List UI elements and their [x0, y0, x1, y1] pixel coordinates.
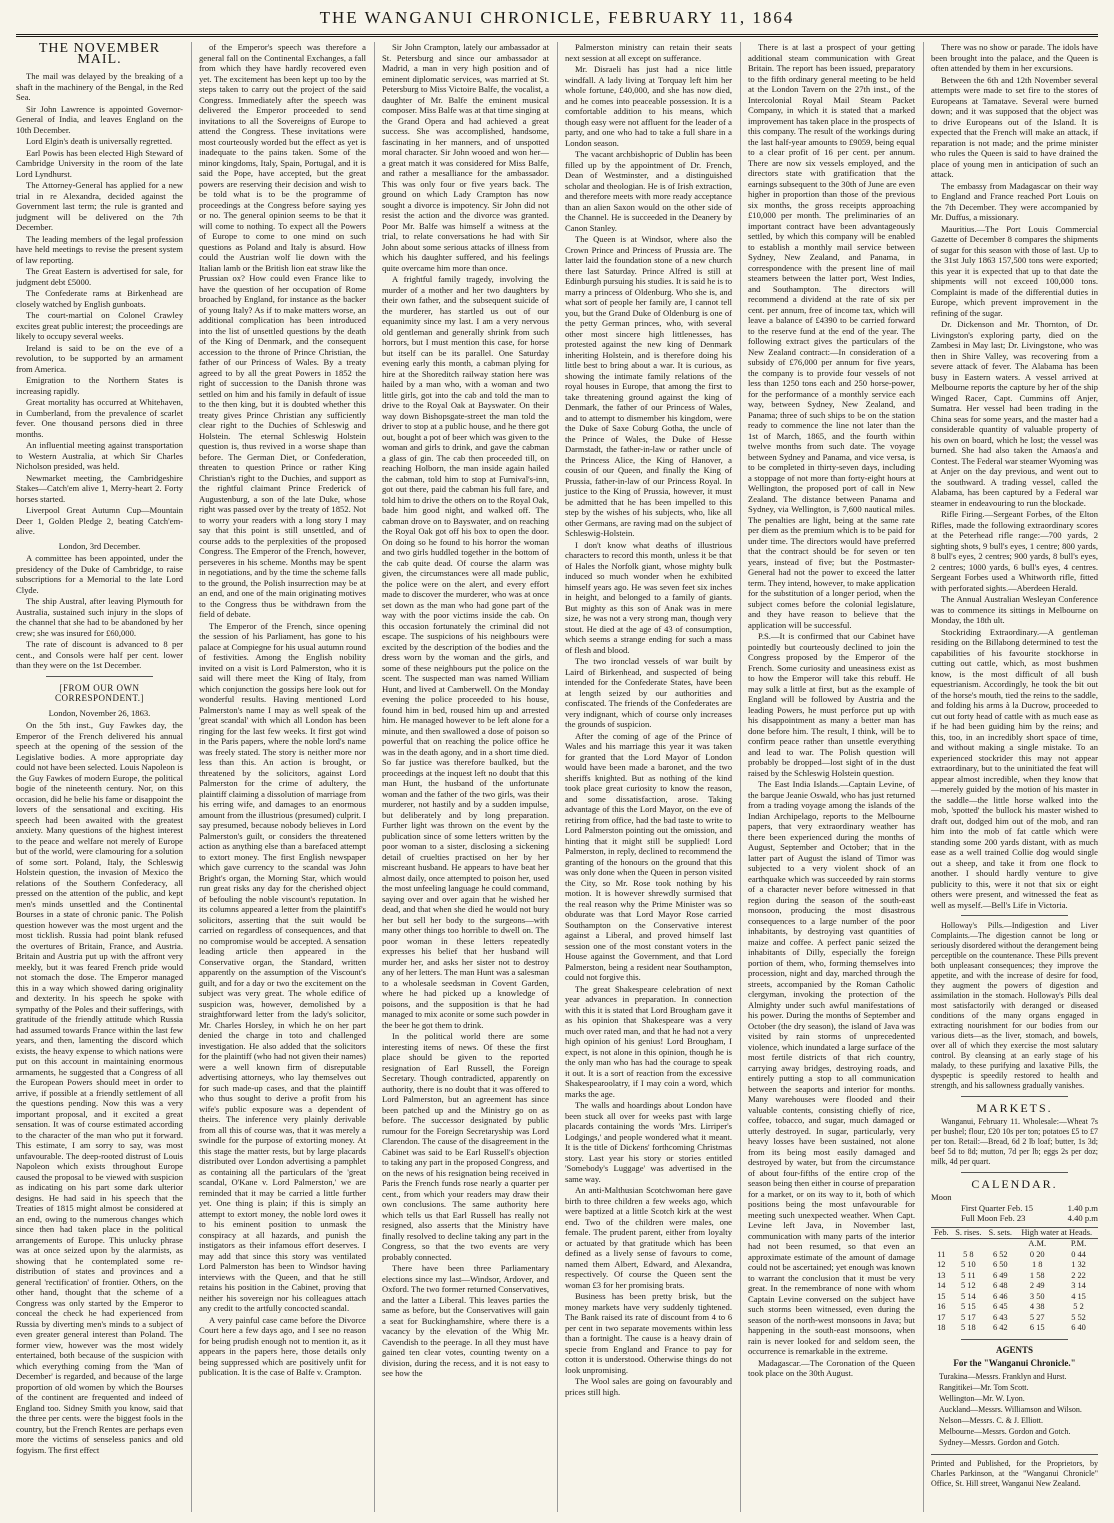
- paragraph: Sir John Lawrence is appointed Governor-General of India, and leaves England on the 10th December.: [16, 103, 183, 135]
- paragraph: The walls and hoardings about London have been stuck all over for weeks past with large placards containing the words 'Mrs. Lirriper's Lodgings,' and people wondered what it meant. It is the title of Dickens' forthcoming Christmas story. Last year his story or stories entitled 'Somebody's Luggage' was advertised in the same way.: [565, 1100, 732, 1184]
- table-cell: 2 49: [1029, 1281, 1045, 1290]
- paragraph: The East India Islands.—Captain Levine, of the barque Jeanie Oswald, who has just returned from a trading voyage among the islands of the Indian Archipelago, reports to the Melbourne papers, that very extraordinary weather has there been experienced during the months of August, September and October; that in the latter part of August the island of Timor was subjected to a very violent shock of an earthquake which was succeeded by rain storms of a character never before witnessed in that region during the season of the south-east monsoon, producing the most disastrous consequences to a large number of the poor inhabitants, by destroying vast quantities of maize and coffee. A perfect panic seized the inhabitants of Dilly, especially the foreign portion of them, who, forming themselves into procession, night and day, marched through the streets, accompanied by the Roman Catholic clergyman, invoking the protection of the Almighty under such awful manifestations of his power. During the months of September and October (the dry season), the island of Java was visited by rain storms of unprecedented violence, which inundated a large surface of the most fertile districts of that rich country, carrying away bridges, destroying roads, and entirely putting a stop to all communication between the seaports and interior for months. Many warehouses were flooded and their valuable contents, consisting chiefly of rice, coffee, tobacco, and sugar, much damaged or utterly destroyed. In sugar, particularly, very heavy losses have been sustained, not alone from its being most easily damaged and destroyed by water, but from the circumstance of about four-fifths of the entire crop of the season being then either in course of preparation for a market, or on its way to it, both of which positions being the most unfavourable for meeting such unexpected weather. When Capt. Levine left Java, in November last, communication with many parts of the interior had not been resumed, so that even an approximate estimate of the amount of damage could not be ascertained; yet enough was known to warrant the conclusion that it must be very great. In the remembrance of none with whom Captain Levine conversed on the subject have such storms been witnessed, even during the season of the north-west monsoons in Java; but happening in the south-east monsoons, when rain is never looked for and seldom seen, the occurrence is remarkable in the extreme.: [748, 779, 915, 1356]
- table-cell: 1 8: [1032, 1260, 1043, 1269]
- paragraph: An influential meeting against transportation to Western Australia, at which Sir Charles Nicholson presided, was held.: [16, 440, 183, 471]
- dateline-2: London, November 26, 1863.: [48, 707, 151, 718]
- paragraph: The ship Austral, after leaving Plymouth for Australia, sustained such injury in the slops of the channel that she had to be abandoned by her crew; she was insured for £60,000.: [16, 596, 183, 638]
- column-1: [16, 42, 183, 1512]
- paragraph: I don't know what deaths of illustrious characters to record this month, unless it be that of Hales the Norfolk giant, whose mighty bulk induced so much wonder when he exhibited himself years ago. He was seven feet six inches in height, and belonged to a family of giants. But mighty as this son of Anak was in mere size, he was not a very strong man, though very stout. He died at the age of 43 of consumption, which seems a strange ending for such a mass of flesh and blood.: [565, 539, 732, 655]
- paragraph: Mr. Disraeli has just had a nice little windfall. A lady living at Torquay left him her whole fortune, £40,000, and she has now died, and he comes into peaceable possession. It is a comfortable addition to his means, which though easy were not affluent for the leader of a party, and one who had to take a full share in a London season.: [565, 64, 732, 148]
- paragraph: The two ironclad vessels of war built by Laird of Birkenhead, and suspected of being intended for the Confederate States, have been at length seized by our authorities and confiscated. The friends of the Confederates are very indignant, which of course only increases the grounds of suspicion.: [565, 656, 732, 729]
- paragraph: The mail was delayed by the breaking of a shaft in the machinery of the Bengal, in the Red Sea.: [16, 71, 183, 102]
- table-row: [931, 1271, 1098, 1282]
- moon-row: [931, 1213, 1098, 1224]
- table-cell: 0 44: [1071, 1249, 1086, 1259]
- col2-paras: [199, 42, 366, 1378]
- table-cell: 15: [937, 1291, 946, 1301]
- table-cell: 6 45: [992, 1302, 1008, 1311]
- divider: [961, 1096, 1068, 1097]
- table-cell: 5 12: [961, 1281, 976, 1290]
- imprint: [931, 1454, 1098, 1489]
- paragraph: Liverpool Great Autumn Cup—Mountain Deer 1, Golden Pledge 2, beating Catch'em-alive.: [16, 505, 183, 536]
- moon-row: [931, 1203, 1098, 1214]
- paragraph: Rangitikei—Mr. Tom Scott.: [939, 1382, 1029, 1392]
- table-cell: 6 15: [1029, 1323, 1045, 1332]
- paragraph: Wellington—Mr. W. Lyon.: [939, 1393, 1025, 1403]
- paragraph: A committee has been appointed, under the presidency of the Duke of Cambridge, to raise subscriptions for a Memorial to the late Lord Clyde.: [16, 553, 183, 595]
- table-cell: 3 14: [1071, 1281, 1086, 1290]
- paragraph: The Emperor of the French, since opening the session of his Parliament, has gone to his palace at Compiegne for his usual autumn round of festivities. Among the English nobility invited on a visit is Lord Palmerston, who it is said will there meet the King of Italy, from which conjunction the gossips here look out for wonderful results. Having mentioned Lord Palmerston's name I may as well speak of the 'great scandal' with which all London has been ringing for the last few weeks. It first got wind in the Paris papers, where the noble lord's name was freely stated. The story is neither more nor less than this. An action is brought, or threatened by the solicitors, against Lord Palmerston for the crime of adultery, the plaintiff claiming a dissolution of marriage from his erring wife, and damages to an enormous amount from the illustrious (presumed) culprit. I say presumed, because nobody believes in Lord Palmerston's guilt, or considers the threatened action as anything else than a barefaced attempt to extort money. The first English newspaper which gave currency to the scandal was John Bright's organ, the Morning Star, which would run great risks any day for the cherished object of befouling the noble viscount's reputation. In its columns appeared a letter from the plaintiff's solicitors, asserting that the suit would be carried on regardless of consequences, and that no compromise would be accepted. A sensation leading article then appeared in the Conservative organ, the Standard, written apparently on the assumption of the Viscount's guilt, and for a day or two the excitement on the subject was very great. The whole edifice of suspicion was, however, demolished by a straightforward letter from the lady's solicitor, Mr. Charles Horsley, in which he on her part denied the charge in toto and challenged investigation. He also added that the solicitors for the plaintiff (who had not given their names) were a well known firm of disreputable advertising attorneys, who lay themselves out for such made-up cases, and that the plaintiff who thus sought to derive a profit from his wife's public exposure was a dependent of theirs. The inference very plainly derivable from all this of course was, that it was merely a swindle for the purpose of extorting money. At this stage the matter rests, but by large placards distributed over London advertising a pamphlet as containing all the particulars of the 'great scandal, O'Kane v. Lord Palmerston,' we are reminded that it may be carried a little further yet. One thing is plain; if this is simply an attempt to extort money, the noble lord owes it to his eminent position to unmask the conspiracy at all hazards, and punish the instigators as their infamous effort deserves. I may add that since this story was ventilated Lord Palmerston has been to Windsor having interviews with the Queen, and that he still retains his position in the Cabinet, proving that neither his sovereign nor his colleagues attach any credit to the artfully concocted scandal.: [199, 620, 366, 1313]
- paragraph: Great mortality has occurred at Whitehaven, in Cumberland, from the prevalence of scarlet fever. One thousand persons died in three months.: [16, 397, 183, 439]
- dateline: London, 3rd December.: [58, 540, 141, 551]
- paragraph: There is at last a prospect of your getting additional steam communication with Great Britain. The report has been issued, preparatory to the fifth ordinary general meeting to be held at the London Tavern on the 27th inst., of the Intercolonial Royal Mail Steam Packet Company, in which it is stated that a marked improvement has taken place in the prospects of this company. The result of the workings during the last half-year amounts to £9059, being equal to a clear profit of 16 per cent. per annum. There are now six vessels employed, and the directors state with gratification that the earnings subsequent to the 30th of June are even higher in proportion than those of the previous six months, the gross receipts approaching £10,000 per month. The preliminaries of an important contract have been advantageously settled, by which this company will be enabled to establish a monthly mail service between Sydney, New Zealand, and Panama, in correspondence with the present line of mail steamers between the latter port, West Indies, and Southampton. The directors will recommend a dividend at the rate of six per cent. per annum, free of income tax, which will leave a balance of £4390 to be carried forward to the reserve fund at the end of the year. The following extract gives the particulars of the New Zealand contract:—In consideration of a subsidy of £76,000 per annum for five years, the company is to provide four vessels of not less than 1250 tons each and 250 horse-power, for the performance of a monthly service each way, between Sydney, New Zealand, and Panama; three of such ships to be on the station ready to commence the line not later than the 1st of March, 1865, and the fourth within twelve months from such date. The voyage between Sydney and Panama, and vice versa, is to be completed in thirty-seven days, including a stoppage of not more than forty-eight hours at Wellington, the proposed port of call in New Zealand. The distance between Panama and Sydney, via Wellington, is 7,600 nautical miles. The penalties are light, being at the same rate per diem as the premium which is to be paid for under time. The directors would have preferred that the contract should be for seven or ten years, instead of five; but the Postmaster-General had not the power to exceed the latter term. They intend, however, to make application for the substitution of a longer period, when the subject comes before the colonial legislature, and they have reason to believe that the application will be successful.: [748, 42, 915, 630]
- paragraph: After the coming of age of the Prince of Wales and his marriage this year it was taken for granted that the Lord Mayor of London would have been made a baronet, and the two sheriffs knighted. But as nothing of the kind took place great curiosity to know the reason, and some dissatisfaction, arose. Taking advantage of this the Lord Mayor, on the eve of retiring from office, had the bad taste to write to Lord Palmerston pointing out the omission, and hinting that it might still be supplied! Lord Palmerston, in reply, declined to recommend the granting of the honours on the ground that this was only done when the Queen in person visited the City, so Mr. Rose took nothing by his motion. It is however shrewdly surmised that the real reason why the Prime Minister was so obdurate was that Lord Mayor Rose carried Southampton on the Conservative interest against a Liberal, and proved himself last session one of the most constant voters in the House against the Government, and that Lord Palmerston, being a resident near Southampton, could not forgive this.: [565, 730, 732, 982]
- col3-paras: [382, 42, 549, 1379]
- table-cell: 1 32: [1071, 1260, 1086, 1269]
- table-cell: 5 52: [1071, 1312, 1086, 1322]
- table-cell: 5 2: [1073, 1302, 1084, 1311]
- column-2: [191, 42, 366, 1512]
- paragraph: In the political world there are some interesting items of news. Of these the first place should be given to the reported resignation of Earl Russell, the Foreign Secretary. Though contradicted, apparently on authority, there is no doubt that it was offered to Lord Palmerston, but an agreement has since been patched up and the Ministry go on as before. The successor designated by public rumour for the Foreign Secretaryship was Lord Clarendon. The cause of the disagreement in the Cabinet was said to be Earl Russell's objection to taking any part in the proposed Congress, and on the news of his resignation being received in Paris the French funds rose nearly a quarter per cent., from which your readers may draw their own conclusions. The same authority here which tells us that Earl Russell has really not resigned, also asserts that the Ministry have finally resolved to decline taking any part in the Congress, so that the two events are very probably connected.: [382, 1031, 549, 1262]
- table-cell: 12: [937, 1260, 946, 1269]
- table-cell: 13: [937, 1270, 946, 1280]
- paragraph: Ireland is said to be on the eve of a revolution, to be supported by an armament from America.: [16, 342, 183, 374]
- imprint-text: Printed and Published, for the Proprietors, by Charles Parkinson, at the "Wanganui Chronicle" Office, St. Hill street, Wanganui New Zealand.: [931, 1458, 1098, 1488]
- col1-paras3: [16, 720, 183, 1455]
- paragraph: of the Emperor's speech was therefore a general fall on the Continental Exchanges, a fall from which they have hardly recovered even yet. The excitement has been kept up too by the steps taken to carry out the project of the said Congress. Immediately after the speech was delivered the Emperor proceeded to send invitations to all the Sovereigns of Europe to attend the Congress. These invitations were most courteously worded but the effect as yet is inadequate to the pains taken. Some of the minor kingdoms, Italy, Spain, Portugal, and it is said the Pope, have accepted, but the great powers are reserving their decision and wish to be told what is to be the programme of proceedings at the Congress before saying yes or no. The general opinion seems to be that it will come to nothing. To expect all the Powers of Europe to come to one mind on such questions as Poland and Italy is absurd. How could the Austrian wolf lie down with the Italian lamb or the British lion eat straw like the Prussian ox? How could even France like to have the question of her occupation of Rome broached by England, for instance as the backer of young Italy? As if to make matters worse, an additional complication has been introduced into the list of unsettled questions by the death of the King of Denmark, and the consequent accession to the throne of Prince Christian, the father of our Princess of Wales. By a treaty agreed to by all the great Powers in 1852 the right of succession to the Danish throne was settled on him and his family in default of issue to the then king, but it is doubted whether this treaty gives Prince Christian any sufficiently clear right to the Duchies of Schleswig and Holstein. The eternal Schleswig Holstein question is, thus revived in a worse shape than before. The German Diet, or Confederation, threaten to question Prince or rather King Christian's right to the Duchies, and support as the rightful claimant Prince Frederick of Augustenburg, a son of the late Duke, whose right was passed over by the treaty of 1852. Not to worry your readers with a long story I may say that this point is still unsettled, and of course adds to the perplexities of the proposed Congress. The Emperor of the French, however, perseveres in his scheme. Months may be spent in negotiations, and by the time the scheme falls to the ground, the Polish insurrection may be at an end, and one of the main originating motives to the Congress thus be withdrawn from the field of debate.: [199, 42, 366, 619]
- table-cell: 3 50: [1029, 1291, 1045, 1301]
- paragraph: Turakina—Messrs. Franklyn and Hurst.: [939, 1371, 1067, 1381]
- tide-table: [931, 1227, 1098, 1334]
- paragraph: The Confederate rams at Birkenhead are closely watched by English gunboats.: [16, 288, 183, 309]
- paragraph: The great Shakespeare celebration of next year advances in preparation. In connection with this it is stated that Lord Brougham gave it as his opinion that Shakespeare was a very much over rated man, and that he had not a very high opinion of his genius! Lord Brougham, I expect, is not alone in this opinion, though he is the only man who has had the courage to speak it out. It is a sort of reaction from the excessive Shakespearoolatry, if I may coin a word, which marks the age.: [565, 983, 732, 1099]
- section-heading: THE NOVEMBER MAIL.: [38, 42, 161, 67]
- paragraph: The vacant archbishopric of Dublin has been filled up by the appointment of Dr. French, Dean of Westminster, and a distinguished scholar and theologian. He is of Irish extraction, and therefore meets with more ready acceptance than an alien Saxon would on the other side of the Channel. He is succeeded in the Deanery by Canon Stanley.: [565, 149, 732, 233]
- table-cell: 4 38: [1029, 1302, 1045, 1311]
- agents-heading: AGENTS: [995, 1344, 1033, 1355]
- column-3: [374, 42, 549, 1512]
- divider: [961, 1339, 1068, 1340]
- column-5: [740, 42, 915, 1512]
- table-cell: 5 8: [963, 1249, 974, 1259]
- moon-phase: First Quarter Feb. 15: [961, 1202, 1034, 1213]
- col4-paras: [565, 42, 732, 1397]
- table-row: [931, 1323, 1098, 1334]
- correspondent-heading: [FROM OUR OWN CORRESPONDENT.]: [54, 682, 145, 703]
- paragraph: A very painful case came before the Divorce Court here a few days ago, and I see no reason for being prudish enough not to mention it, as it appears in the papers here, those details only being suppressed which are positively unfit for publication. It is the case of Balfe v. Crampton.: [199, 1314, 366, 1377]
- table-cell: 6 43: [992, 1312, 1008, 1322]
- table-cell: 6 46: [992, 1291, 1008, 1301]
- table-cell: 4 15: [1071, 1291, 1086, 1301]
- table-cell: 5 17: [961, 1312, 976, 1322]
- column-subheader: [952, 1239, 985, 1250]
- newspaper-columns: [16, 42, 1098, 1512]
- paragraph: Lord Elgin's death is universally regretted.: [26, 136, 173, 146]
- column-6: [923, 42, 1098, 1512]
- column-subheader: [985, 1239, 1015, 1250]
- table-row: [931, 1292, 1098, 1303]
- paragraph: There was no show or parade. The idols have been brought into the palace, and the Queen is often attended by them in her excursions.: [931, 42, 1098, 73]
- paragraph: Rifle Firing.—Sergeant Forbes, of the Elton Rifles, made the following extraordinary scores at the Peterhead rifle range:—700 yards, 2 sighting shots, 9 bull's eyes, 1 centre; 800 yards, 8 bull's eyes, 2 centres; 900 yards, 8 bull's eyes, 2 centres; 1000 yards, 6 bull's eyes, 4 centres. Sergeant Forbes used a Whitworth rifle, fitted with perforated sights.—Aberdeen Herald.: [931, 509, 1098, 593]
- paragraph: Madagascar.—The Coronation of the Queen took place on the 30th August.: [748, 1357, 915, 1378]
- paragraph: Stockriding Extraordinary.—A gentleman residing on the Billabong determined to test the capabilities of his favourite stockhorse in cutting out cattle, which, as most bushmen know, is the most difficult of all bush equestrianism. Accordingly, he took the bit out of the horse's mouth, tied the reins to the saddle, and folding his arms à la Ducrow, proceeded to cut out forty head of cattle with as much ease as if he had been guiding him by the reins; and this, too, in an incredibly short space of time, and without making a single mistake. To an experienced stockrider this may not appear extraordinary, but to the uninitiated the feat will appear almost incredible, when they know that—merely guided by the motion of his master in the saddle—the little horse walked into the mob, 'spotted' the bullock his master wished to draft out, dodged him out of the mob, and ran him into the mob of fat cattle which were standing some 200 yards distant, with as much ease as a well trained Collie dog would single out a sheep, and take it from one flock to another. I should hardly venture to give publicity to this, were it not that six or eight others were present, and witnessed the feat as well as myself.—Bell's Life in Victoria.: [931, 626, 1098, 910]
- moon-time: 1.40 p.m: [1067, 1202, 1098, 1213]
- tide-table-body: [931, 1250, 1098, 1334]
- paragraph: The Queen is at Windsor, where also the Crown Prince and Princess of Prussia are. The latter laid the foundation stone of a new church there last Saturday. Prince Alfred is still at Edinburgh pursuing his studies. It is said he is to marry a princess of Oldenburg. Who she is, and what sort of people her family are, I cannot tell you, but the Grand Duke of Oldenburg is one of the petty German princes, who, with several other most sincere high littlenesses, has protested against the new king of Denmark inheriting Holstein, and is therefore doing his little best to bring about a war. It is curious, as showing the intimate family relations of the royal houses in Europe, that among the first to take threatening ground against the king of Denmark, the father of our Princess of Wales, and to attempt to dismember his kingdom, were the Duke of Saxe Coburg Gotha, the uncle of the Prince of Wales, the Duke of Hesse Darmstadt, the father-in-law or rather uncle of the Princess Alice, the King of Hanover, a cousin of our Queen, and finally the King of Prussia, father-in-law of our Princess Royal. In justice to the King of Prussia, however, it must be admitted that he has been impelled to this step by the wishes of his subjects, who, like all other Germans, are raving mad on the subject of Schleswig-Holstein.: [565, 234, 732, 538]
- paragraph: The Wool sales are going on favourably and prices still high.: [565, 1376, 732, 1397]
- paragraph: Business has been pretty brisk, but the money markets have very suddenly tightened. The Bank raised its rate of discount from 4 to 6 per cent in two separate movements within less than a fortnight. The cause is a heavy drain of specie from England and France to pay for cotton it is understood. Otherwise things do not look unpromising.: [565, 1291, 732, 1375]
- paragraph: Emigration to the Northern States is increasing rapidly.: [16, 375, 183, 396]
- column-subheader: A.M.: [1028, 1239, 1047, 1248]
- paragraph: Sydney—Messrs. Gordon and Gotch.: [939, 1437, 1060, 1447]
- paragraph: Dr. Dickenson and Mr. Thornton, of Dr. Livingston's exploring party, died on the Zambesi in May last; Dr. Livingstone, who was then in Shire Valley, was recovering from a severe attack of fever. The Alabama has been busy in Eastern waters. A vessel arrived at Melbourne reports the capture by her of the ship Winged Racer, Capt. Cummins off Anjer, Sumatra. Her vessel had been trading in the China seas for some years, and the master had a considerable quantity of valuable property of his own on board, which he lost; the vessel was burned. She had also taken the Amaos'a and Contest. The Federal war steamer Wyoming was at Anjer on the day previous, and went out to the southward. A trading vessel, called the Alabama, has been captured by a Federal war steamer in endeavouring to run the blockade.: [931, 319, 1098, 508]
- column-header: Feb.: [931, 1227, 952, 1239]
- moon-phase: Full Moon Feb. 23: [961, 1213, 1026, 1223]
- table-row: [931, 1281, 1098, 1292]
- paragraph: There have been three Parliamentary elections since my last—Windsor, Ardover, and Oxford. The two former returned Conservatives, and the latter a Liberal. This leaves parties the same as before, but the Conservatives will gain a seat for Buckinghamshire, where there is a vacancy by the elevation of the Whig Mr. Cavendish to the peerage. In all they must have gained ten clear votes, counting twenty on a division, during the recess, and it is not easy to see how the: [382, 1263, 549, 1378]
- table-cell: 5 15: [961, 1302, 976, 1311]
- table-header-row: [931, 1227, 1098, 1239]
- paragraph: Earl Powis has been elected High Steward of Cambridge University in the room of the late Lord Lyndhurst.: [16, 147, 183, 179]
- col1-paras2: [16, 553, 183, 671]
- table-row: [931, 1313, 1098, 1324]
- col6-paras: [931, 42, 1098, 910]
- paragraph: The embassy from Madagascar on their way to England and France reached Port Louis on the 7th December. They were accompanied by Mr. Duffus, a missionary.: [931, 180, 1098, 222]
- moon-label: Moon: [931, 1192, 952, 1202]
- table-cell: 14: [937, 1281, 946, 1290]
- paragraph: The court-martial on Colonel Crawley excites great public interest; the proceedings are likely to occupy several weeks.: [16, 310, 183, 341]
- table-cell: 16: [937, 1302, 946, 1311]
- table-cell: 0 20: [1029, 1249, 1045, 1259]
- table-subheader-row: [931, 1239, 1098, 1250]
- paragraph: A frightful family tragedy, involving the murder of a mother and her two daughters by their own father, and the subsequent suicide of the murderer, has startled us out of our equanimity since my last. I am a very nervous old gentleman and generally shrink from such horrors, but I must mention this case, for horse but itself can be its parallel. One Saturday evening early this month, a cabman plying for hire at the Shoreditch railway station here was hailed by a man who, with a woman and two little girls, got into the cab and told the man to drive to the Royal Oak at Bayswater. On their way down Bishopsgate-street the man told the driver to stop at a public house, and he there got out, bought a pot of beer which was given to the woman and girls to drink, and gave the cabman a glass of gin. The cab then proceeded till, on reaching Holborn, the man inside again hailed the cabman, told him to stop at Furnival's-inn, got out there, paid the cabman his full fare, and told him to drive the others on to the Royal Oak, bade him good night, and walked off. The cabman drove on to Bayswater, and on reaching the Royal Oak got off his box to open the door. On doing so he found to his horror the woman and two girls huddled together in the bottom of the cab quite dead. Of course the alarm was given, the circumstances were all made public, the police were on the alert, and every effort made to discover the murderer, who was at once set down as the man who had gone part of the way with the poor victims inside the cab. On this occasion fortunately the criminal did not escape. The suspicions of his neighbours were excited by the description of the bodies and the dress worn by the woman and the girls, and some of these neighbours put the police on the scent. The suspected man was named William Hunt, and lived at Camberwell. On the Monday evening the police proceeded to his house, found him in bed, roused him up and arrested him. He managed however to be left alone for a minute, and then swallowed a dose of poison so powerful that on reaching the police office he was in the death agony, and in a short time died. So far justice was therefore baulked, but the proceedings at the inquest left no doubt that this man Hunt, the husband of the unfortunate woman and the father of the two girls, was their murderer, not hastily and by a sudden impulse, but deliberately and by long preparation. Further light was thrown on the event by the publication since of some letters written by the poor woman to a sister, disclosing a sickening detail of cruelties practised on her by her miscreant husband. He appears to have beat her almost daily, once attempted to poison her, used the most unfeeling language he could command, saying over and over again that he wished her dead, and that when she died he would not bury her but sell her body to the surgeons—with many other things too horrible to dwell on. The poor woman in these letters repeatedly expresses his belief that her husband will murder her, and asks her sister not to destroy any of her letters. The man Hunt was a salesman to a wholesale seedsman in Covent Garden, where he had picked up a knowledge of poisons, and the supposition is that he had managed to mix aconite or some such powder in the beer he got them to drink.: [382, 274, 549, 1030]
- divider: [961, 1172, 1068, 1173]
- table-cell: 18: [937, 1323, 946, 1332]
- table-row: [931, 1250, 1098, 1261]
- table-cell: 6 48: [992, 1281, 1008, 1290]
- table-cell: 6 49: [992, 1270, 1008, 1280]
- paragraph: Auckland—Messrs. Williamson and Wilson.: [939, 1404, 1082, 1414]
- paragraph: An anti-Malthusian Scotchwoman here gave birth to three children a few weeks ago, which were baptized at a little Scotch kirk at the west end. Two of the children were males, one female. The prudent parent, either from loyalty or actuated by that gratitude which has been defined as a lively sense of favours to come, named them Albert, Edward, and Alexandra, respectively. Of course the Queen sent the woman £3 for her promising brats.: [565, 1185, 732, 1290]
- column-header: S. sets.: [985, 1227, 1015, 1239]
- paragraph: Mauritius.—The Port Louis Commercial Gazette of December 8 compares the shipments of sugar for this season with those of last. Up to the 31st July 1863 157,500 tons were exported; this year it is expected that up to that date the shipments will not exceed 100,000 tons. Complaint is made of the differential duties in Europe, which prevent improvement in the refining of the sugar.: [931, 223, 1098, 318]
- column-subheader: P.M.: [1070, 1239, 1087, 1248]
- table-cell: 6 42: [992, 1323, 1008, 1332]
- paragraph: The Attorney-General has applied for a new trial in re Alexandra, decided against the Government last term; the rule is granted and judgment will be delivered on the 7th December.: [16, 180, 183, 232]
- moon-phases: [931, 1192, 1098, 1224]
- divider: [961, 915, 1068, 916]
- table-cell: 6 52: [992, 1249, 1008, 1259]
- column-subheader: [931, 1239, 952, 1250]
- moon-time: 4.40 p.m: [1067, 1213, 1098, 1223]
- col1-paras: [16, 71, 183, 537]
- paragraph: Palmerston ministry can retain their seats next session at all except on sufferance.: [565, 42, 732, 63]
- markets-text: Wanganui, February 11. Wholesale:—Wheat 7s per bushel; flour, £20 10s per ton; potatoes £5 to £7 per ton. Retail:—Bread, 6d 2 lb loaf; butter, 1s 3d; beef 5d to 8d; mutton, 7d per lb; eggs 2s per doz; milk, 4d per quart.: [931, 1116, 1098, 1166]
- paragraph: The Great Eastern is advertised for sale, for judgment debt £5000.: [16, 266, 183, 287]
- paragraph: Melbourne—Messrs. Gordon and Gotch.: [939, 1426, 1071, 1436]
- table-cell: 5 27: [1029, 1312, 1045, 1322]
- paragraph: Between the 6th and 12th November several attempts were made to set fire to the stores of Europeans at Tamatave. Several were burned down; and it was supposed that the object was to drive Europeans out of the Island. It is expected that the French will make an attack, if reparation is not made; and the prime minister who rules the Queen is said to have drained the place of young men in anticipation of such an attack.: [931, 74, 1098, 179]
- table-row: [931, 1260, 1098, 1271]
- column-4: [557, 42, 732, 1512]
- table-row: [931, 1302, 1098, 1313]
- paragraph: On the 5th inst., Guy Fawkes day, the Emperor of the French delivered his annual speech at the opening of the session of the Legislative bodies. A more appropriate day could not have been selected. Louis Napoleon is the Guy Fawkes of modern Europe, the political bogie of the nineteenth century. Nor, on this occasion, did he belie his fame or disappoint the lovers of the sensational and exciting. His speech had been awaited with the greatest anxiety. Many questions of the highest interest to the peace and welfare not merely of Europe but of the world, were clamouring for a solution of some sort. Poland, Italy, the Schleswig Holstein question, the invasion of Mexico the relations of the Southern Confederacy, all pressed on the attention of the public, and kept men's minds unsettled and the Continental Bourses in a state of chronic panic. The Polish question however was the most urgent and the most ticklish. Russia had point blank refused the overtures of Britain, France, and Austria. Britain and Austria put up with the affront very meekly, but it was feared French pride would not stomach the dose. The Emperor managed this in a way which showed daring originality and dexterity. In his speech he spoke with sympathy of the Poles and their sufferings, with gratitude of the friendly attitude which Russia had assumed towards France within the last few years, and then, lamenting the discord which exists, the heavy expense to which nations were put on this account in maintaining enormous armaments, he suggested that a Congress of all the European Powers should meet in order to arrive, if possible at a friendly settlement of all the questions pending. Now this was a very important proposal, and it excited a great sensation. It was of course estimated according to the character of the man who put it forward. This estimate, I am sorry to say, was most unfavourable. The deep-rooted distrust of Louis Napoleon which exists throughout Europe caused the proposal to be viewed with suspicion as indicating on his part some dark ulterior designs. He had said in his speech that the Treaties of 1815 might almost be considered at an end, owing to the numerous changes which since then had taken place in the political arrangements of Europe. This unlucky phrase was at once seized upon by the alarmists, as showing that he contemplated some re-distribution of states and provinces and a general 'rectification' of frontier. Others, on the other hand, thought that the scheme of a Congress was only started by the Emperor to conceal the check he had experienced from Russia by diverting men's minds to a subject of even greater general interest than Poland. The former view, however was the most widely entertained, both because of the suspicion with which everything coming from the 'Man of December' is regarded, and because of the large proportion of old women by which the Bourses of the continent are frequented and indeed of England too. Sidney Smith you know, said that the three per cents. were the biggest fools in the country, but the French Rentes are perhaps even more the victims of senseless panics and old fogyism. The first effect: [16, 720, 183, 1455]
- col5-paras: [748, 42, 915, 1379]
- paragraph: P.S.—It is confirmed that our Cabinet have pointedly but courteously declined to join the Congress proposed by the Emperor of the French. Some curiosity and uneasiness exist as to how the Emperor will take this rebuff. He may sulk a little at first, but as the example of England will be followed by Austria and the leading Powers, he must perforce put up with his disappointment as many a better man has done before him. The result, I think, will be to confirm peace rather than unsettle everything and lead to war. The Polish question will probably be dropped—lost sight of in the dust raised by the Schleswig Holstein question.: [748, 631, 915, 778]
- table-cell: 17: [937, 1312, 946, 1322]
- holloway-advert: Holloway's Pills.—Indigestion and Liver Complaints.—The digestion cannot be long or seriously disordered without the derangement being perceptible on the countenance. These Pills prevent both unpleasant consequences; they improve the appetite, and with the increase of desire for food, they augment the powers of digestion and assimilation in the stomach. Holloway's Pills deal most satisfactorily with deranged or diseased conditions of the many organs engaged in extracting nourishment for our bodies from our various diets—as the liver, stomach, and bowels, over all of which they exercise the most salutary control. By cleansing at an early stage of his malady, to these purifying and laxative Pills, the dyspeptic is speedily restored to health and strength, and his sallowness gradually vanishes.: [931, 921, 1098, 1090]
- table-cell: 5 18: [961, 1323, 976, 1332]
- calendar-heading: CALENDAR.: [971, 1176, 1058, 1191]
- paragraph: Nelson—Messrs. C. & J. Elliott.: [939, 1415, 1044, 1425]
- table-cell: 2 22: [1071, 1270, 1086, 1280]
- markets-heading: MARKETS.: [976, 1101, 1053, 1115]
- table-cell: 1 58: [1029, 1270, 1045, 1280]
- table-cell: 5 10: [961, 1260, 976, 1269]
- paragraph: The rate of discount is advanced to 8 per cent., and Consols were half per cent. lower than they were on the 1st December.: [16, 639, 183, 670]
- table-cell: 6 50: [992, 1260, 1008, 1269]
- table-cell: 6 40: [1071, 1323, 1086, 1332]
- paragraph: Sir John Crampton, lately our ambassador at St. Petersburg and since our ambassador at Madrid, a man in very high position and of eminent diplomatic services, was married at St. Petersburg to Miss Victoire Balfe, the vocalist, a daughter of Mr. Balfe the eminent musical composer. Miss Balfe was at that time singing at the Grand Opera and had achieved a great success. She was accomplished, handsome, fascinating in her manners, and of unspotted moral character. Sir John wooed and won her—a great match it was considered for Miss Balfe, and rather a mesalliance for the ambassador. This was only four or five years back. The ground on which Lady Crampton has now sought a divorce is impotency. Sir John did not resist the action and the divorce was granted. Poor Mr. Balfe was himself a witness at the trial, to relate conversations he had with Sir John about some serious attacks of illness from which his daughter suffered, and his feelings quite overcame him more than once.: [382, 42, 549, 273]
- column-header: High water at Heads.: [1015, 1227, 1098, 1239]
- table-cell: 5 14: [961, 1291, 976, 1301]
- table-cell: 11: [937, 1249, 946, 1259]
- paragraph: The Annual Australian Wesleyan Conference was to commence its sittings in Melbourne on Monday, the 18th ult.: [931, 594, 1098, 625]
- column-header: S. rises.: [952, 1227, 985, 1239]
- divider: [46, 676, 153, 677]
- paragraph: Newmarket meeting, the Cambridgeshire Stakes—Catch'em alive 1, Merry-heart 2. Forty horses started.: [16, 472, 183, 504]
- masthead: THE WANGANUI CHRONICLE, FEBRUARY 11, 1864: [16, 8, 1098, 37]
- agents-subheading: For the "Wanganui Chronicle.": [953, 1358, 1076, 1368]
- agents-list: [931, 1372, 1098, 1448]
- paragraph: The leading members of the legal profession have held meetings to revise the present system of law reporting.: [16, 233, 183, 265]
- table-cell: 5 11: [961, 1270, 976, 1280]
